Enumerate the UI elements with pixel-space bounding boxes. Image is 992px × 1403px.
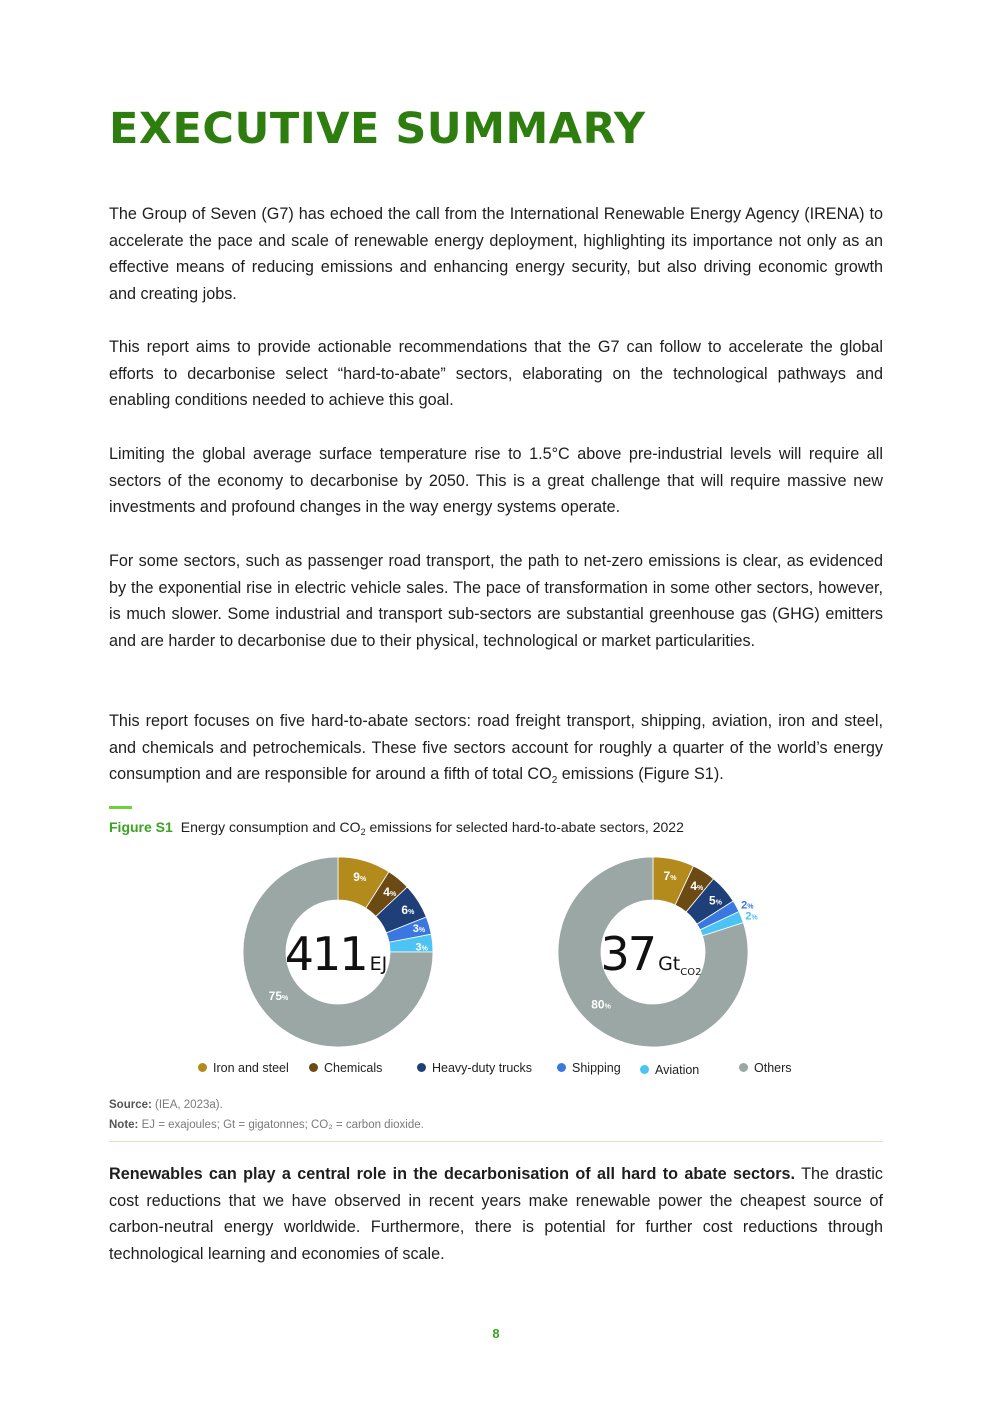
emissions-donut-chart [558, 857, 758, 1047]
figure-accent-bar [109, 806, 132, 809]
legend-swatch [739, 1063, 748, 1072]
legend-swatch [417, 1063, 426, 1072]
slice-label-chemicals: 4% [383, 884, 397, 899]
paragraph-6: Renewables can play a central role in the decarbonisation of all hard to abate sectors. The drastic cost reductions that we have observed in recent years make renewable power the cheapest source of carbon-neutral energy worldwide. Furthermore, there is potential for further cost reductions through technological learning and economies of scale. [109, 1165, 883, 1264]
figure-note: Note: EJ = exajoules; Gt = gigatonnes; CO₂ = carbon dioxide. [109, 1119, 424, 1131]
slice-label-shipping: 3% [412, 923, 426, 936]
figure-source: Source: (IEA, 2023a). [109, 1099, 223, 1111]
paragraph-3: Limiting the global average surface temperature rise to 1.5°C above pre-industrial levels will require all sectors of the economy to decarbonise by 2050. This is a great challenge that will require massive new investments and profound changes in the way energy systems operate. [109, 445, 883, 517]
page-number: 8 [492, 1326, 500, 1341]
legend-swatch [309, 1063, 318, 1072]
legend-swatch [640, 1065, 649, 1074]
legend-item-others: Others [739, 1061, 792, 1075]
slice-label-shipping: 2% [741, 899, 754, 912]
slice-label-aviation: 2% [745, 910, 758, 923]
page-title: EXECUTIVE SUMMARY [109, 104, 646, 154]
figure-caption: Figure S1 Energy consumption and $CO_2$ emissions for selected hard-to-abate sectors, 2022 [109, 819, 684, 837]
divider-line [109, 1141, 883, 1142]
slice-label-iron-steel: 7% [663, 868, 677, 883]
legend-item-chemicals: Chemicals [309, 1061, 382, 1075]
legend-swatch [557, 1063, 566, 1072]
legend-item-aviation: Aviation [640, 1063, 699, 1077]
paragraph-2: This report aims to provide actionable recommendations that the G7 can follow to accelerate the global efforts to decarbonise select “hard-to-abate” sectors, elaborating on the technological pathways and enabling conditions needed to achieve this goal. [109, 338, 883, 410]
slice-label-others: 80% [591, 997, 611, 1012]
legend-item-heavy-duty-trucks: Heavy-duty trucks [417, 1061, 532, 1075]
legend-swatch [198, 1063, 207, 1072]
slice-label-heavy-duty-trucks: 5% [709, 893, 722, 908]
paragraph-4: For some sectors, such as passenger road transport, the path to net-zero emissions is clear, as evidenced by the exponential rise in electric vehicle sales. The pace of transformation in some other sectors, however, is much slower. Some industrial and transport sub-sectors are substantial greenhouse gas (GHG) emitters and are harder to decarbonise due to their physical, technological or market particularities. [109, 552, 883, 651]
paragraph-5: This report focuses on five hard-to-abate sectors: road freight transport, shipping, aviation, iron and steel, and chemicals and petrochemicals. These five sectors account for roughly a quarter of the world’s energy consumption and are responsible for around a fifth of total $CO_2$ emissions (Figure S1). [109, 712, 883, 787]
slice-label-others: 75% [268, 988, 289, 1003]
legend-item-iron-steel: Iron and steel [198, 1061, 289, 1075]
chart-legend [0, 1061, 992, 1081]
legend-item-shipping: Shipping [557, 1061, 621, 1075]
slice-label-heavy-duty-trucks: 6% [401, 903, 415, 918]
slice-label-aviation: 3% [415, 941, 428, 954]
paragraph-1: The Group of Seven (G7) has echoed the call from the International Renewable Energy Agency (IRENA) to accelerate the pace and scale of renewable energy deployment, highlighting its importance not only as an effective means of reducing emissions and enhancing energy security, but also driving economic growth and creating jobs. [109, 205, 883, 304]
center-total: 37 $Gt_{CO2}$ [600, 927, 702, 981]
energy-donut-chart [243, 857, 433, 1047]
slice-label-iron-steel: 9% [353, 870, 367, 885]
slice-label-chemicals: 4% [690, 879, 704, 894]
center-total: 411 EJ [284, 927, 388, 981]
figure-label: Figure S1 [109, 819, 173, 835]
